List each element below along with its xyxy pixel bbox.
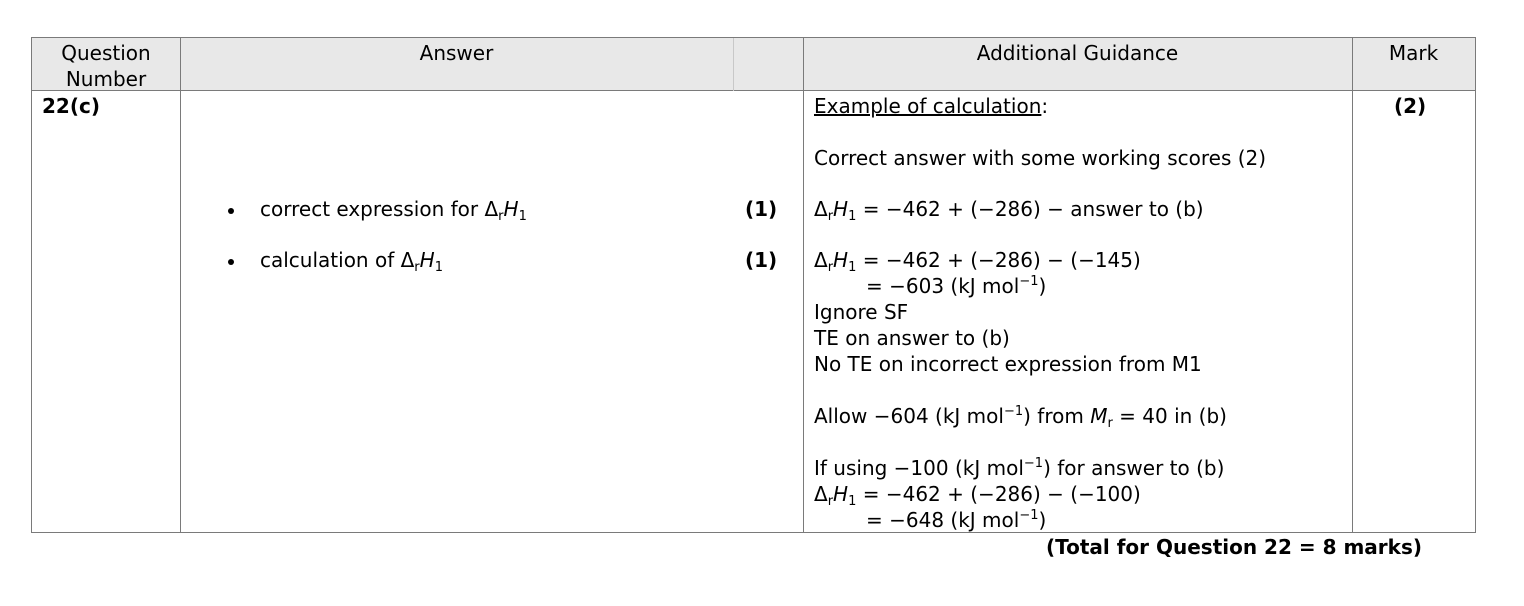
guidance-no-te: No TE on incorrect expression from M1 — [814, 352, 1202, 376]
guidance-ignore-sf: Ignore SF — [814, 300, 909, 324]
header-additional-guidance: Additional Guidance — [976, 41, 1179, 65]
variable: H — [833, 248, 849, 272]
column-divider — [1352, 38, 1353, 532]
subscript: 1 — [518, 209, 527, 224]
guidance-example-heading — [814, 93, 1048, 119]
guidance-allow — [814, 403, 1227, 433]
answer-item-mark: (1) — [745, 248, 778, 272]
subscript: 1 — [848, 209, 857, 224]
bullet-icon — [228, 259, 234, 265]
subscript: 1 — [434, 260, 443, 275]
variable: H — [833, 482, 849, 506]
expression-text: = −462 + (−286) − (−145) — [856, 248, 1141, 272]
allow-text: = 40 in (b) — [1112, 404, 1227, 428]
variable: H — [503, 197, 519, 221]
subscript: r — [1107, 416, 1113, 431]
superscript: −1 — [1019, 508, 1039, 523]
total-marks: (Total for Question 22 = 8 marks) — [1045, 535, 1422, 559]
subscript: r — [827, 494, 834, 509]
close-paren: ) — [1038, 508, 1047, 532]
column-divider — [180, 38, 181, 532]
variable: H — [833, 197, 849, 221]
superscript: −1 — [1003, 404, 1024, 419]
subscript: r — [827, 260, 834, 275]
question-id: 22(c) — [42, 94, 100, 118]
colon: : — [1041, 94, 1049, 118]
delta-symbol: Δ — [814, 248, 828, 272]
header-mark: Mark — [1388, 41, 1439, 65]
variable: M — [1090, 404, 1108, 428]
expression-text: = −462 + (−286) − (−100) — [856, 482, 1141, 506]
subscript: r — [414, 260, 420, 275]
column-divider-light — [733, 38, 734, 91]
answer-item-mark: (1) — [745, 197, 778, 221]
delta-symbol: Δ — [814, 482, 828, 506]
if-using-text: If using −100 (kJ mol — [814, 456, 1024, 480]
guidance-result-3 — [866, 507, 1046, 537]
subscript: 1 — [848, 260, 857, 275]
column-divider — [803, 38, 804, 532]
allow-text: ) from — [1023, 404, 1091, 428]
answer-item-text: calculation of Δ — [260, 248, 415, 272]
delta-symbol: Δ — [814, 197, 828, 221]
header-question-number: Question Number — [61, 41, 151, 91]
example-label: Example of calculation — [814, 94, 1042, 118]
answer-item — [260, 196, 527, 226]
expression-text: = −462 + (−286) − answer to (b) — [856, 197, 1204, 221]
subscript: 1 — [848, 494, 857, 509]
bullet-icon — [228, 208, 234, 214]
markscheme-table — [31, 37, 1476, 533]
guidance-te-on: TE on answer to (b) — [814, 326, 1010, 350]
question-mark: (2) — [1394, 94, 1427, 118]
answer-item-text: correct expression for Δ — [260, 197, 499, 221]
result-text: = −648 (kJ mol — [866, 508, 1020, 532]
result-text: = −603 (kJ mol — [866, 274, 1020, 298]
subscript: r — [827, 209, 834, 224]
guidance-correct-answer: Correct answer with some working scores (2) — [814, 146, 1267, 170]
close-paren: ) — [1038, 274, 1047, 298]
superscript: −1 — [1023, 456, 1044, 471]
if-using-text: ) for answer to (b) — [1043, 456, 1225, 480]
guidance-expression-1 — [814, 196, 1204, 226]
variable: H — [419, 248, 435, 272]
header-answer: Answer — [419, 41, 494, 65]
subscript: r — [498, 209, 504, 224]
superscript: −1 — [1019, 274, 1039, 289]
allow-text: Allow −604 (kJ mol — [814, 404, 1004, 428]
answer-item — [260, 247, 443, 277]
